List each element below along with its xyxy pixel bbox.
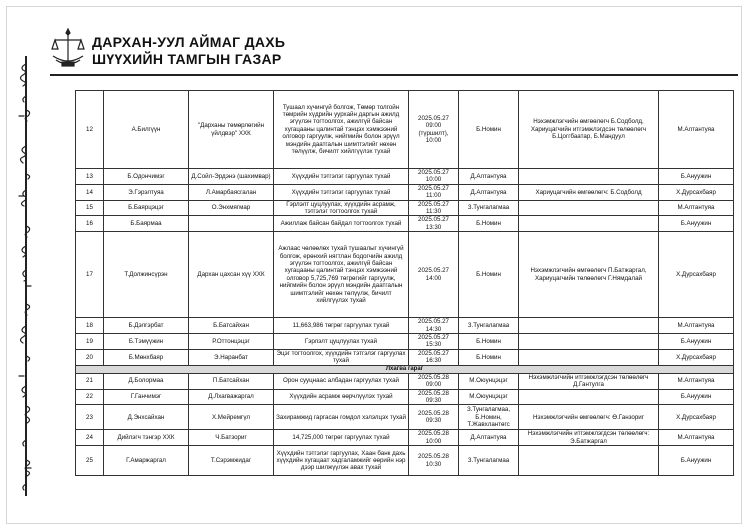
defendant-cell [189,216,274,232]
judge-cell: Б.Номин [459,91,519,169]
plaintiff-cell: Б.Баярмаа [104,216,189,232]
clerk-cell: Х.Дурсахбаяр [659,405,734,430]
table-row [76,184,734,200]
table-row [76,334,734,350]
defendant-cell: Д.Лхагважаргал [189,389,274,405]
clerk-cell: Б.Ануужин [659,446,734,476]
table-row [76,430,734,446]
plaintiff-cell: Э.Гэрэлтуяа [104,184,189,200]
hearing-time-cell: 2025.05.27 10:00 [409,169,459,185]
header-divider [50,74,738,76]
hearing-time-cell: 2025.05.28 10:00 [409,430,459,446]
clerk-cell: Х.Дурсахбаяр [659,349,734,365]
table-row [76,373,734,389]
defendant-cell: Х.Мейремгүл [189,405,274,430]
defendant-cell: Ч.Батзориг [189,430,274,446]
defendant-cell: Д.Сойл-Эрдэнэ (шахимвар) [189,169,274,185]
judge-cell: З.Тунгалагмаа [459,446,519,476]
representative-cell [519,318,659,334]
claim-subject-cell: Орон сууцнаас албадан гаргуулах тухай [274,373,409,389]
judge-cell: Б.Номин [459,349,519,365]
defendant-cell: Э.Наранбат [189,349,274,365]
defendant-cell: П.Батсайхан [189,373,274,389]
organization-title [92,34,285,68]
row-number: 13 [76,169,104,185]
representative-cell [519,334,659,350]
representative-cell: Нэхэмжлэгчийн өмгөөлөгч: Ө.Ганзориг [519,405,659,430]
row-number: 19 [76,334,104,350]
claim-subject-cell: Ажиллаж байсан байдал тогтоолгох тухай [274,216,409,232]
judge-cell: Д.Алтантуяа [459,430,519,446]
claim-subject-cell: 14,725,000 төгрөг гаргуулах тухай [274,430,409,446]
row-number: 21 [76,373,104,389]
judge-cell: З.Тунгалагмаа [459,318,519,334]
court-emblem-icon [50,26,86,70]
clerk-cell: Х.Дурсахбаяр [659,232,734,318]
row-number: 14 [76,184,104,200]
representative-cell [519,200,659,216]
row-number: 15 [76,200,104,216]
hearing-time-cell: 2025.05.27 15:30 [409,334,459,350]
row-number: 25 [76,446,104,476]
plaintiff-cell: Г.Амаржаргал [104,446,189,476]
representative-cell [519,169,659,185]
claim-subject-cell: Гэрлэлт цуцлуулах, хүүхдийн асрамж, тэтгэлэг тогтоолгох тухай [274,200,409,216]
claim-subject-cell: Ажлаас чөлөөлөх тухай тушаалыг хүчингүй болгож, ерөнхий нягтлан бодогчийн ажилд эгүүлэн тогтоолгох, ажилгүй байсан хугацааны цалинтай тэнцэх хэмжээний олговор 5,725,769 төгрөгийг гаргуулж, нийгмийн болон эрүүл мэндийн даатгалын шимтгэлийг нөхөн төлүүлж, бичилт хийлгүүлэх тухай [274,232,409,318]
clerk-cell: Б.Ануужин [659,216,734,232]
mongolian-script-icon [9,56,43,496]
clerk-cell: М.Алтантуяа [659,318,734,334]
claim-subject-cell: Захирамжид гаргасан гомдол хэлэлцэх тухай [274,405,409,430]
clerk-cell: М.Алтантуяа [659,430,734,446]
plaintiff-cell: Дийлэгч тэнгэр ХХК [104,430,189,446]
vertical-script-rail [9,56,43,496]
table-row [76,389,734,405]
judge-cell: М.Оюунцэцэг [459,389,519,405]
hearing-time-cell: 2025.05.27 11:30 [409,200,459,216]
row-number: 17 [76,232,104,318]
plaintiff-cell: Т.Должинсүрэн [104,232,189,318]
defendant-cell: Т.Сэрэмжидаг [189,446,274,476]
representative-cell [519,216,659,232]
judge-cell: Б.Номин [459,232,519,318]
defendant-cell: Дархан цахсан хүү ХХК [189,232,274,318]
judge-cell: Д.Алтантуяа [459,169,519,185]
row-number: 22 [76,389,104,405]
judge-cell: М.Оюунцэцэг [459,373,519,389]
representative-cell [519,446,659,476]
claim-subject-cell: Хүүхдийн тэтгэлэг гаргуулах тухай [274,169,409,185]
hearing-time-cell: 2025.05.27 13:30 [409,216,459,232]
plaintiff-cell: Б.Одончимэг [104,169,189,185]
representative-cell: Нэхэмжлэгчийн өмгөөлөгч Б.Содболд, Хариуцагчийн итгэмжлэгдсэн төлөөлөгч Б.Цоггбаатар, Б.Мандуул [519,91,659,169]
hearing-time-cell: 2025.05.28 09:30 [409,405,459,430]
claim-subject-cell: 11,663,986 төгрөг гаргуулах тухай [274,318,409,334]
hearing-time-cell: 2025.05.27 14:00 [409,232,459,318]
representative-cell: Нэхэмжлэгчийн итгэмжлэгдсэн төлөөлөгч Д.Гантулга [519,373,659,389]
defendant-cell: Л.Амарбаясгалан [189,184,274,200]
hearing-schedule-table [75,90,734,476]
clerk-cell: Х.Дурсахбаяр [659,184,734,200]
plaintiff-cell: Д.Болормаа [104,373,189,389]
plaintiff-cell: А.Билгүүн [104,91,189,169]
claim-subject-cell: Тушаал хүчингүй болгож, Төмөр толгойн төмрийн хүдрийн уурхайн даргын ажилд эгүүлэн тогтоолгох, ажилгүй байсан хугацааны цалинтай тэнцэх хэмжээний олговор гаргуулж, нийгмийн болон эрүүл мэндийн даатгалын шимтгэлийг нөхөн төлүүлж, бичилт хийлгүүлэх тухай [274,91,409,169]
judge-cell: Б.Номин [459,216,519,232]
defendant-cell: "Дарханы төмөрлөгийн үйлдвэр" ХХК [189,91,274,169]
row-number: 20 [76,349,104,365]
defendant-cell: Б.Батсайхан [189,318,274,334]
plaintiff-cell: Б.Тэмүүжин [104,334,189,350]
section-row [76,365,734,373]
plaintiff-cell: Г.Ганчимэг [104,389,189,405]
hearing-time-cell: 2025.05.27 11:00 [409,184,459,200]
row-number: 16 [76,216,104,232]
hearing-time-cell: 2025.05.27 16:30 [409,349,459,365]
hearing-time-cell: 2025.05.28 09:30 [409,389,459,405]
org-title-line1: ДАРХАН-УУЛ АЙМАГ ДАХЬ [92,34,286,50]
hearing-time-cell: 2025.05.27 09:00 (түршилт), 10:00 [409,91,459,169]
claim-subject-cell: Хүүхдийн тэтгэлэг гаргуулах, Хаан банк дахь хүүхдийн хугацаат хадгаламжийг өөрийн нэр дээр шилжүүлэн авах тухай [274,446,409,476]
section-day-label: Лхагва гараг [76,365,734,373]
table-row [76,446,734,476]
judge-cell: Д.Алтантуяа [459,184,519,200]
representative-cell: Нэхэмжлэгчийн өмгөөлөгч П.Батжаргал, Хариуцагчийн төлөөлөгч Г.Нямдалай [519,232,659,318]
table-row [76,318,734,334]
table-row [76,169,734,185]
representative-cell: Хариуцагчийн өмгөөлөгч: Б.Содболд [519,184,659,200]
judge-cell: Б.Номин [459,334,519,350]
table-row [76,200,734,216]
table-row [76,232,734,318]
plaintiff-cell: Б.Мөнхбаяр [104,349,189,365]
defendant-cell: О.Энхмягмар [189,200,274,216]
judge-cell: З.Тунгалагмаа [459,200,519,216]
hearing-time-cell: 2025.05.28 09:00 [409,373,459,389]
table-row [76,91,734,169]
hearing-time-cell: 2025.05.27 14:30 [409,318,459,334]
org-title-line2: ШҮҮХИЙН ТАМГЫН ГАЗАР [92,51,282,67]
defendant-cell: Р.Оттонцэцэг [189,334,274,350]
clerk-cell: М.Алтантуяа [659,373,734,389]
table-row [76,349,734,365]
clerk-cell: Б.Ануужин [659,389,734,405]
clerk-cell: М.Алтантуяа [659,91,734,169]
plaintiff-cell: Б.Баярцэцэг [104,200,189,216]
row-number: 18 [76,318,104,334]
representative-cell: Нэхэмжлэгчийн итгэмжлэгдсэн төлөөлөгч: Э.Батжаргал [519,430,659,446]
judge-cell: З.Тунгалагмаа, Б.Номин, Т.Жавхлантөгс [459,405,519,430]
plaintiff-cell: Д.Энхсайхан [104,405,189,430]
row-number: 23 [76,405,104,430]
representative-cell [519,389,659,405]
table-row [76,216,734,232]
claim-subject-cell: Эцэг тогтоолгох, хүүхдийн тэтгэлэг гаргуулах тухай [274,349,409,365]
row-number: 12 [76,91,104,169]
hearing-time-cell: 2025.05.28 10:30 [409,446,459,476]
clerk-cell: М.Алтантуяа [659,200,734,216]
representative-cell [519,349,659,365]
plaintiff-cell: Б.Дэлгэрбат [104,318,189,334]
claim-subject-cell: Хүүхдийн асрамж өөрчлүүлэх тухай [274,389,409,405]
claim-subject-cell: Гэрлэлт цуцлуулах тухай [274,334,409,350]
clerk-cell: Б.Ануужин [659,334,734,350]
row-number: 24 [76,430,104,446]
table-row [76,405,734,430]
clerk-cell: Б.Ануужин [659,169,734,185]
claim-subject-cell: Хүүхдийн тэтгэлэг гаргуулах тухай [274,184,409,200]
